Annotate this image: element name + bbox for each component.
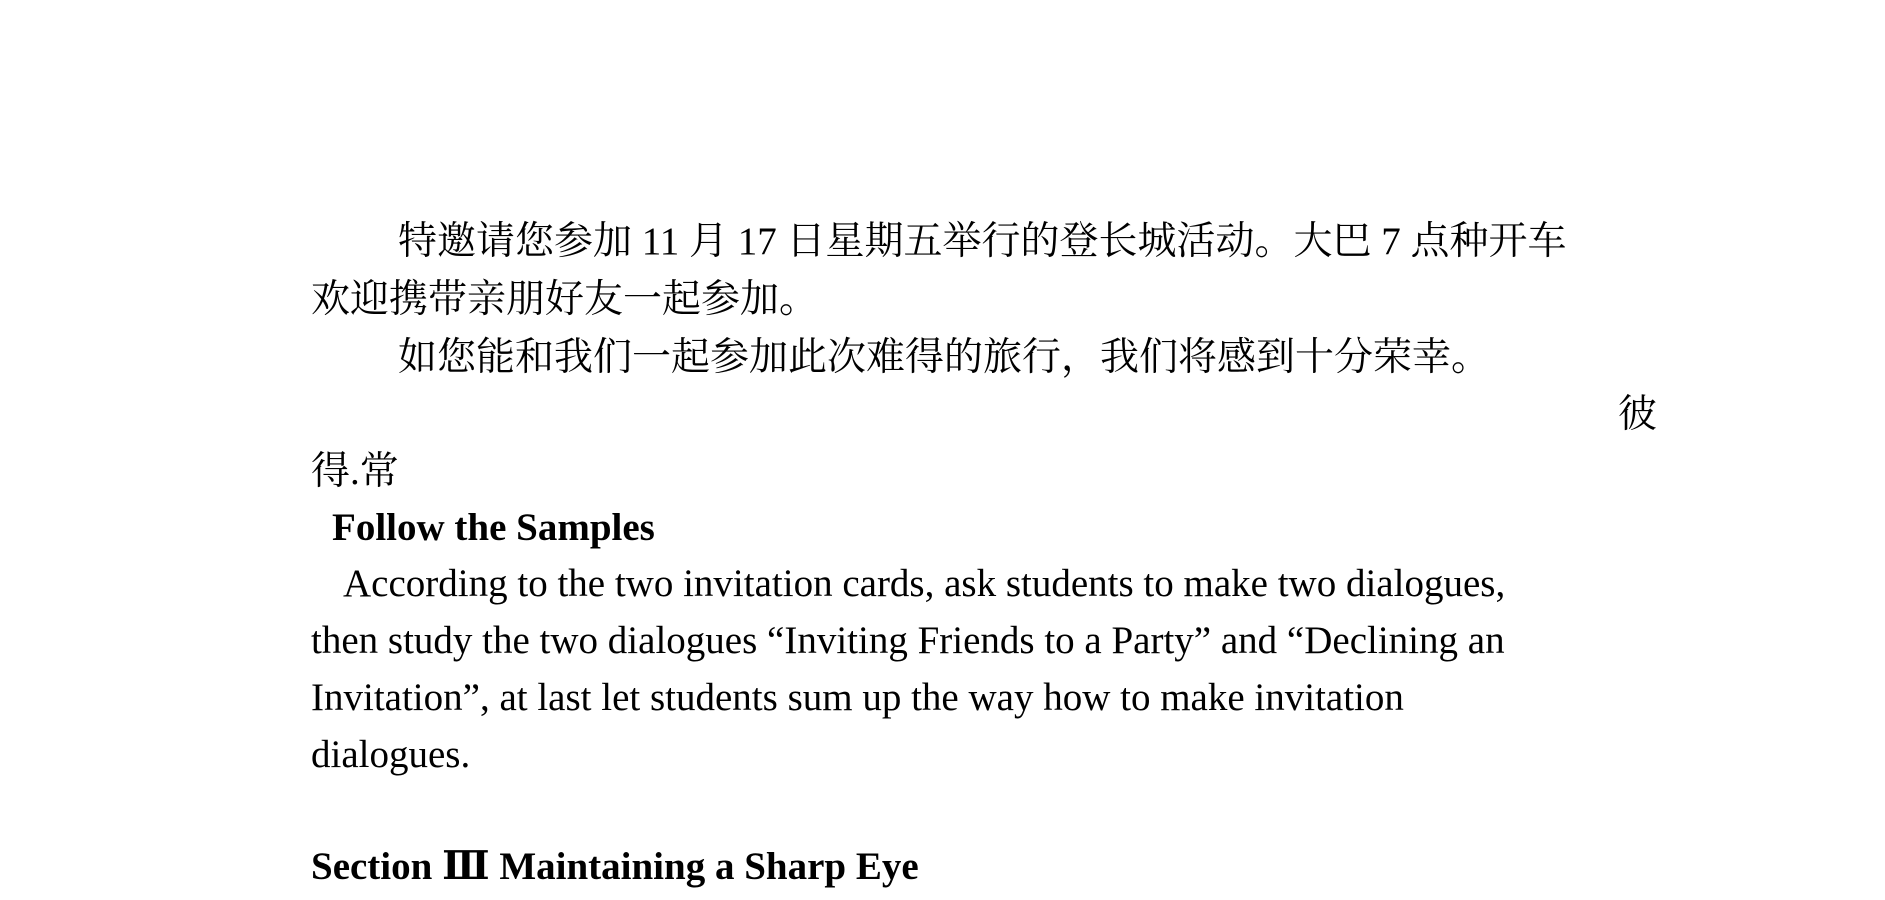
signature-part-1: 彼 <box>1618 393 1658 436</box>
chinese-paragraph-1-line-1: 特邀请您参加 11 月 17 日星期五举行的登长城活动。大巴 7 点种开车 <box>398 220 1567 263</box>
body-line-3: Invitation”, at last let students sum up the way how to make invitation <box>311 676 1404 719</box>
signature-part-2: 得.常 <box>311 450 399 493</box>
body-line-2: then study the two dialogues “Inviting Friends to a Party” and “Declining an <box>311 619 1505 662</box>
body-line-1: According to the two invitation cards, ask students to make two dialogues, <box>343 562 1506 605</box>
chinese-paragraph-1-line-2: 欢迎携带亲朋好友一起参加。 <box>311 278 819 321</box>
body-line-4: dialogues. <box>311 733 471 776</box>
section-heading: Section Ⅲ Maintaining a Sharp Eye <box>311 845 919 888</box>
chinese-paragraph-2: 如您能和我们一起参加此次难得的旅行，我们将感到十分荣幸。 <box>398 336 1491 379</box>
heading-follow-samples: Follow the Samples <box>332 506 655 549</box>
